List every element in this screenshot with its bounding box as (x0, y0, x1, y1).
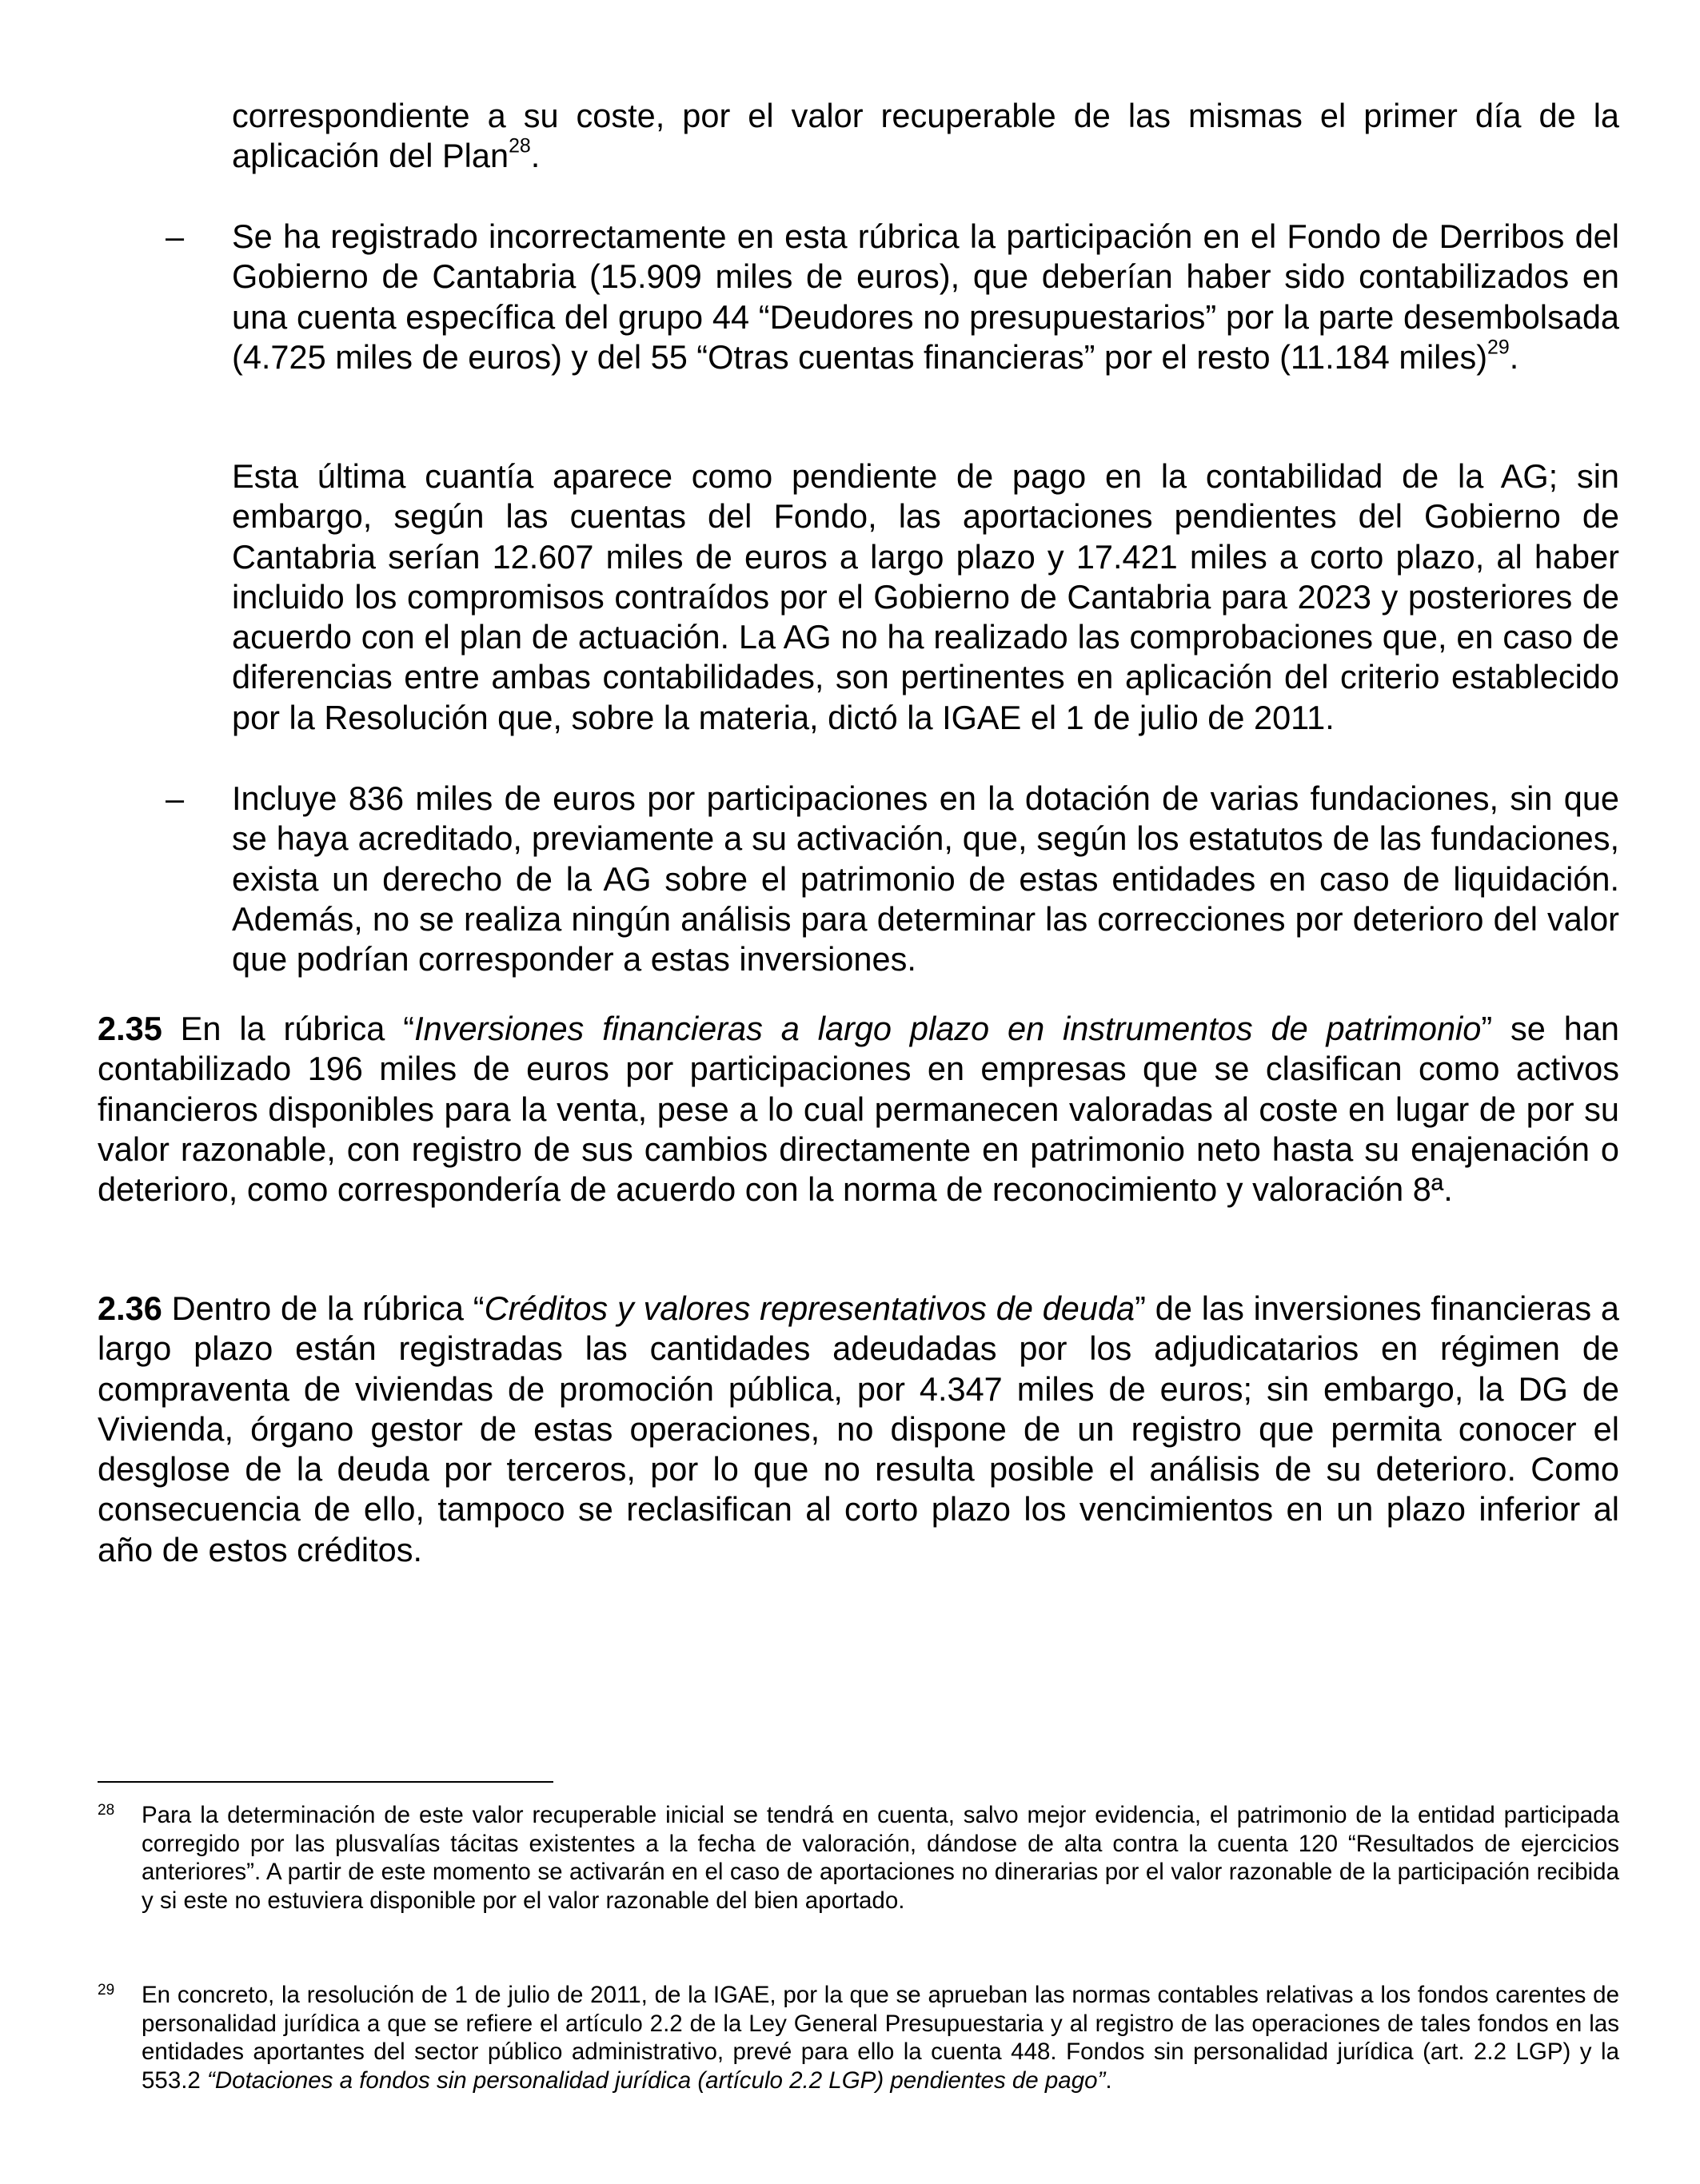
paragraph-text: Se ha registrado incorrectamente en esta rúbrica la participación en el Fondo de Derribos del Gobierno de Cantabria (15.909 miles de euros), que deberían haber sido contabilizados en una cuenta específica del grupo 44 “Deudores no presupuestarios” por la parte desembolsada (4.725 miles de euros) y del 55 “Otras cuentas financieras” por el resto (11.184 miles) (232, 217, 1619, 376)
paragraph-text: Dentro de la rúbrica “ (162, 1289, 485, 1327)
footnote-ref-28[interactable]: 28 (509, 134, 531, 157)
footnote-ref-29[interactable]: 29 (1487, 336, 1510, 359)
footnote-text: Para la determinación de este valor recuperable inicial se tendrá en cuenta, salvo mejor evidencia, el patrimonio de la entidad participada corregido por las plusvalías tácitas existentes a la fecha de valoración, dándose de alta contra la cuenta 120 “Resultados de ejercicios anteriores”. A partir de este momento se activarán en el caso de aportaciones no dinerarias por el valor razonable de la participación recibida y si este no estuviera disponible por el valor razonable del bien aportado. (142, 1802, 1619, 1914)
paragraph-text: En la rúbrica “ (162, 1010, 415, 1047)
continuation-paragraph (232, 96, 1619, 177)
bullet-dash: – (166, 779, 185, 817)
footnote-text (142, 1981, 1619, 2094)
paragraph-pending-payment (232, 456, 1619, 738)
footnote-separator (98, 1781, 553, 1783)
footnote-number: 29 (98, 1982, 115, 1999)
section-number: 2.35 (98, 1010, 162, 1047)
footnote-text-part: En concreto, la resolución de 1 de julio de 2011, de la IGAE, por la que se aprueban las normas contables relativas a los fondos carentes de personalidad jurídica a que se refiere el artículo 2.2 de la Ley General Presupuestaria y al registro de las operaciones de tales fondos en las entidades aportantes del sector público administrativo, prevé para ello la cuenta 448. Fondos sin personalidad jurídica (art. 2.2 LGP) y la 553.2 (142, 1982, 1619, 2094)
paragraph-text: ” se han contabilizado 196 miles de euros por participaciones en empresas que se clasifican como activos financieros disponibles para la venta, pese a lo cual permanecen valoradas al coste en lugar de por su valor razonable, con registro de sus cambios directamente en patrimonio neto hasta su enajenación o deterioro, como correspondería de acuerdo con la norma de reconocimiento y valoración 8ª. (98, 1010, 1619, 1209)
paragraph-text: Esta última cuantía aparece como pendiente de pago en la contabilidad de la AG; sin embargo, según las cuentas del Fondo, las aportaciones pendientes del Gobierno de Cantabria serían 12.607 miles de euros a largo plazo y 17.421 miles a corto plazo, al haber incluido los compromisos contraídos por el Gobierno de Cantabria para 2023 y posteriores de acuerdo con el plan de actuación. La AG no ha realizado las comprobaciones que, en caso de diferencias entre ambas contabilidades, son pertinentes en aplicación del criterio establecido por la Resolución que, sobre la materia, dictó la IGAE el 1 de julio de 2011. (232, 457, 1619, 736)
section-2-36 (98, 1289, 1619, 1570)
paragraph-text: . (530, 137, 541, 175)
bullet-paragraph-fondo-derribos (232, 217, 1619, 377)
paragraph-text: ” de las inversiones financieras a largo plazo están registradas las cantidades adeudadas por los adjudicatarios en régimen de compraventa de viviendas de promoción pública, por 4.347 miles de euros; sin embargo, la DG de Vivienda, órgano gestor de estas operaciones, no dispone de un registro que permita conocer el desglose de la deuda por terceros, por lo que no resulta posible el análisis de su deterioro. Como consecuencia de ello, tampoco se reclasifican al corto plazo los vencimientos en un plazo inferior al año de estos créditos. (98, 1289, 1619, 1568)
section-2-35 (98, 1009, 1619, 1210)
bullet-paragraph-fundaciones (232, 779, 1619, 979)
footnote-text-part: . (1105, 2066, 1112, 2094)
paragraph-text: correspondiente a su coste, por el valor recuperable de las mismas el primer día de la aplicación del Plan (232, 97, 1619, 175)
rubric-name: Créditos y valores representativos de deuda (484, 1289, 1135, 1327)
account-name: “Dotaciones a fondos sin personalidad jurídica (artículo 2.2 LGP) pendientes de pago” (207, 2066, 1106, 2094)
section-number: 2.36 (98, 1289, 162, 1327)
paragraph-text: . (1509, 337, 1519, 376)
paragraph-text: Incluye 836 miles de euros por participaciones en la dotación de varias fundaciones, sin que se haya acreditado, previamente a su activación, que, según los estatutos de las fundaciones, exista un derecho de la AG sobre el patrimonio de estas entidades en caso de liquidación. Además, no se realiza ningún análisis para determinar las correcciones por deterioro del valor que podrían corresponder a estas inversiones. (232, 779, 1619, 978)
footnote-number: 28 (98, 1802, 115, 1819)
bullet-dash: – (166, 217, 185, 255)
rubric-name: Inversiones financieras a largo plazo en instrumentos de patrimonio (414, 1010, 1482, 1047)
